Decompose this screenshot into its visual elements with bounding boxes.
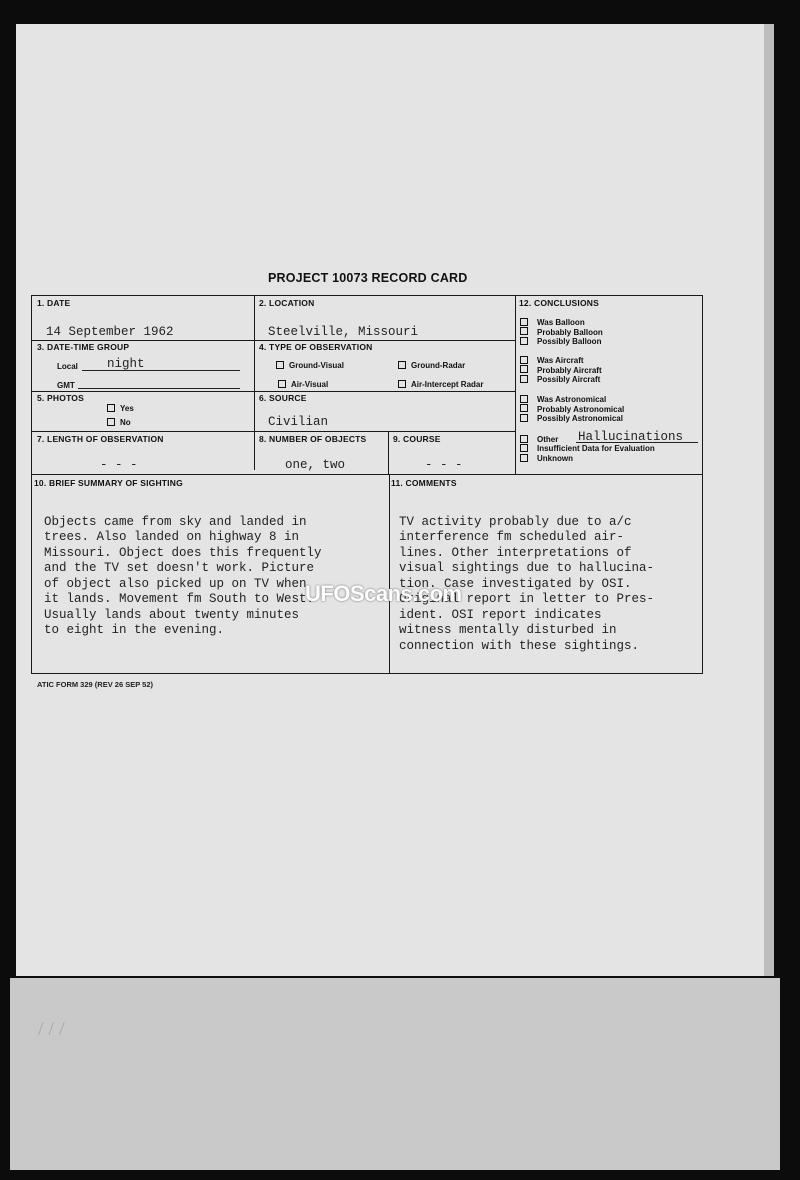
checkbox-icon [278,380,286,388]
insufficient-option: Insufficient Data for Evaluation [520,444,655,454]
length-value: - - - [100,458,138,472]
scan-smudge: / / / [38,1018,65,1040]
checkbox-icon [520,444,528,452]
comments-label: 11. COMMENTS [391,478,457,488]
local-label: Local [57,362,78,371]
comments-text: TV activity probably due to a/c interference fm scheduled air- lines. Other interpretations of visual sightings due to hallucina- tion. Case investigated by OSI. Original report in letter to Pres- ident. OSI report indicates witness mentally disturbed in connection with these sightings. [399,514,655,653]
balloon-group: Was Balloon Probably Balloon Possibly Balloon [520,318,603,347]
ground-radar-option: Ground-Radar [398,361,465,370]
source-label: 6. SOURCE [259,393,307,403]
photos-no-option: No [107,418,131,427]
divider [388,431,389,474]
air-visual-option: Air-Visual [278,380,328,389]
card-title: PROJECT 10073 RECORD CARD [268,271,468,285]
course-value: - - - [425,458,463,472]
divider [32,391,515,392]
watermark: UFOScans.com [305,581,462,606]
date-value: 14 September 1962 [46,325,174,339]
source-value: Civilian [268,415,329,429]
checkbox-icon [520,375,528,383]
location-label: 2. LOCATION [259,298,315,308]
divider [515,296,516,475]
checkbox-checked-icon [276,361,284,369]
photos-yes-option: Yes [107,404,134,413]
location-value: Steelville, Missouri [268,325,419,339]
divider [254,296,255,470]
photos-label: 5. PHOTOS [37,393,84,403]
air-intercept-option: Air-Intercept Radar [398,380,483,389]
astronomical-group: Was Astronomical Probably Astronomical Possibly Astronomical [520,395,624,424]
checkbox-icon [107,404,115,412]
conclusions-label: 12. CONCLUSIONS [519,298,599,308]
observation-type-label: 4. TYPE OF OBSERVATION [259,342,373,352]
num-objects-value: one, two [285,458,346,472]
date-label: 1. DATE [37,298,71,308]
checkbox-icon [520,414,528,422]
unknown-option: Unknown [520,454,573,464]
checkbox-icon [520,337,528,345]
divider [389,474,390,674]
local-line [82,370,240,371]
divider [32,431,515,432]
local-value: night [107,357,145,371]
length-label: 7. LENGTH OF OBSERVATION [37,434,164,444]
divider [32,474,702,475]
other-option: Other [520,435,558,445]
checkbox-icon [520,318,528,326]
checkbox-icon [520,395,528,403]
summary-text: Objects came from sky and landed in trees. Also landed on highway 8 in Missouri. Object does this frequently and the TV set doesn't work. Picture of object also picked up on TV when it lands. Movement fm South to West. Usually lands about twenty minutes to eight in the evening. [44,514,322,637]
checkbox-icon [520,365,528,373]
course-label: 9. COURSE [393,434,441,444]
checkbox-checked-icon [520,435,528,443]
summary-label: 10. BRIEF SUMMARY OF SIGHTING [34,478,183,488]
checkbox-icon [520,454,528,462]
other-value: Hallucinations [578,430,684,444]
aircraft-group: Was Aircraft Probably Aircraft Possibly Aircraft [520,356,602,385]
dtg-label: 3. DATE-TIME GROUP [37,342,130,352]
ground-visual-option: Ground-Visual [276,361,344,370]
divider [32,340,515,341]
checkbox-icon [520,327,528,335]
checkbox-icon [398,361,406,369]
gmt-line [78,388,240,389]
background-sheet [10,978,780,1170]
form-number: ATIC FORM 329 (REV 26 SEP 52) [37,680,154,689]
checkbox-checked-icon [107,418,115,426]
checkbox-icon [398,380,406,388]
checkbox-icon [520,356,528,364]
num-objects-label: 8. NUMBER OF OBJECTS [259,434,367,444]
gmt-label: GMT [57,381,75,390]
checkbox-icon [520,404,528,412]
